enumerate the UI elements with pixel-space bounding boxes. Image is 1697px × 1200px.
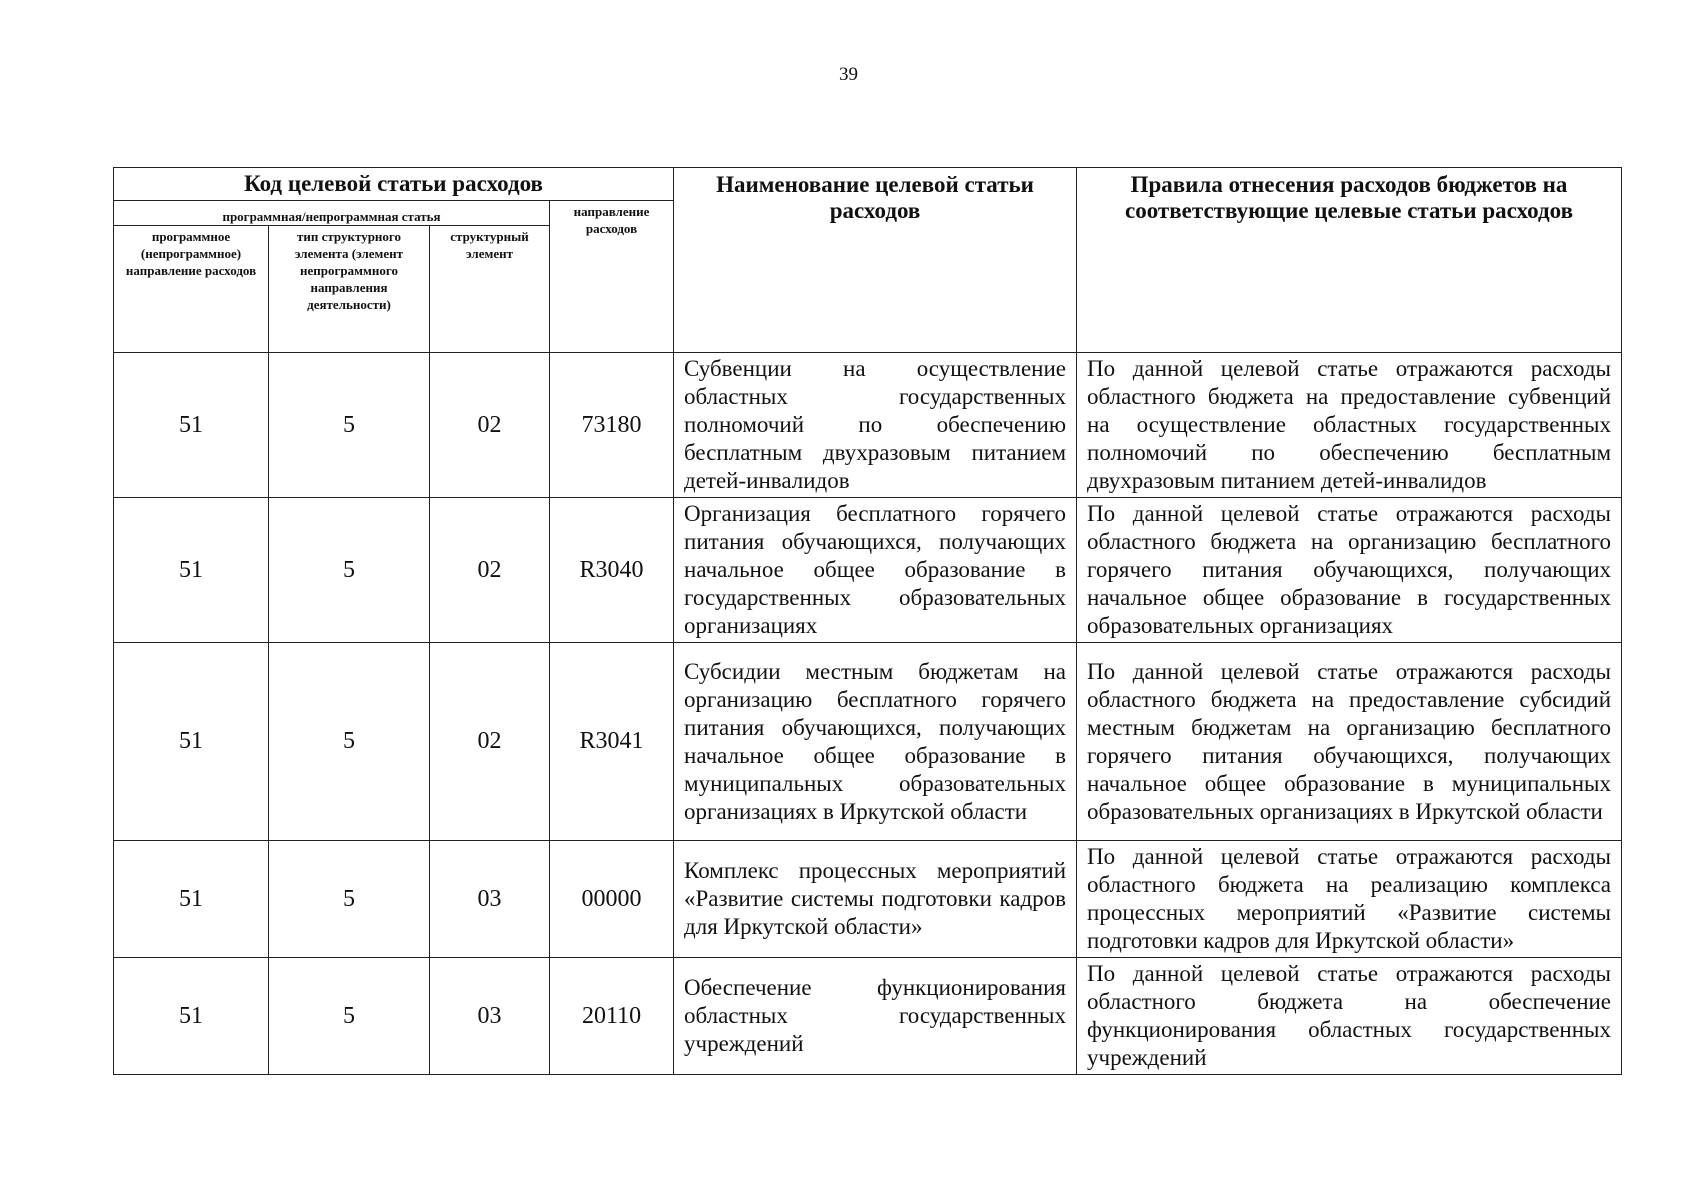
direction-code-cell: R3041	[550, 643, 674, 841]
article-rule-cell: По данной целевой статье отражаются расходы областного бюджета на реализацию комплекса процессных мероприятий «Развитие системы подготовки кадров для Иркутской области»	[1077, 841, 1622, 958]
type-code-cell: 5	[269, 841, 430, 958]
prog-code-cell: 51	[114, 353, 269, 498]
type-code-cell: 5	[269, 958, 430, 1075]
article-name-cell: Субвенции на осуществление областных государственных полномочий по обеспечению бесплатным двухразовым питанием детей-инвалидов	[674, 353, 1077, 498]
type-code-cell: 5	[269, 643, 430, 841]
article-rule-cell: По данной целевой статье отражаются расходы областного бюджета на организацию бесплатного горячего питания обучающихся, получающих начальное общее образование в государственных образовательных организациях	[1077, 498, 1622, 643]
article-name-cell: Организация бесплатного горячего питания обучающихся, получающих начальное общее образование в государственных образовательных организациях	[674, 498, 1077, 643]
name-column-header: Наименование целевой статьи расходов	[674, 168, 1077, 353]
table-row	[114, 353, 1622, 498]
article-rule-cell: По данной целевой статье отражаются расходы областного бюджета на обеспечение функционирования областных государственных учреждений	[1077, 958, 1622, 1075]
article-rule-cell: По данной целевой статье отражаются расходы областного бюджета на предоставление субсидий местным бюджетам на организацию бесплатного горячего питания обучающихся, получающих начальное общее образование в муниципальных образовательных организациях в Иркутской области	[1077, 643, 1622, 841]
article-rule-cell: По данной целевой статье отражаются расходы областного бюджета на предоставление субвенций на осуществление областных государственных полномочий по обеспечению бесплатным двухразовым питанием детей-инвалидов	[1077, 353, 1622, 498]
prog-code-cell: 51	[114, 958, 269, 1075]
table-row	[114, 958, 1622, 1075]
expense-direction-header: направление расходов	[550, 201, 674, 353]
prog-code-cell: 51	[114, 841, 269, 958]
rules-column-header: Правила отнесения расходов бюджетов на соответствующие целевые статьи расходов	[1077, 168, 1622, 353]
direction-code-cell: R3040	[550, 498, 674, 643]
structural-element-header: структурный элемент	[430, 226, 550, 353]
article-name-cell: Обеспечение функционирования областных государственных учреждений	[674, 958, 1077, 1075]
direction-code-cell: 73180	[550, 353, 674, 498]
direction-code-cell: 00000	[550, 841, 674, 958]
program-article-header: программная/непрограммная статья	[114, 201, 550, 226]
direction-code-cell: 20110	[550, 958, 674, 1075]
element-code-cell: 03	[430, 958, 550, 1075]
budget-classification-table	[113, 167, 1622, 1075]
structural-type-header: тип структурного элемента (элемент непрограммного направления деятельности)	[269, 226, 430, 353]
table-row	[114, 643, 1622, 841]
prog-code-cell: 51	[114, 498, 269, 643]
element-code-cell: 03	[430, 841, 550, 958]
article-name-cell: Комплекс процессных мероприятий «Развитие системы подготовки кадров для Иркутской области»	[674, 841, 1077, 958]
prog-code-cell: 51	[114, 643, 269, 841]
type-code-cell: 5	[269, 498, 430, 643]
header-row-1	[114, 168, 1622, 201]
table-row	[114, 841, 1622, 958]
article-name-cell: Субсидии местным бюджетам на организацию бесплатного горячего питания обучающихся, получающих начальное общее образование в муниципальных образовательных организациях в Иркутской области	[674, 643, 1077, 841]
code-title-header: Код целевой статьи расходов	[114, 168, 674, 201]
table-row	[114, 498, 1622, 643]
program-direction-header: программное (непрограммное) направление расходов	[114, 226, 269, 353]
page-number: 39	[839, 64, 858, 85]
element-code-cell: 02	[430, 498, 550, 643]
element-code-cell: 02	[430, 643, 550, 841]
element-code-cell: 02	[430, 353, 550, 498]
type-code-cell: 5	[269, 353, 430, 498]
